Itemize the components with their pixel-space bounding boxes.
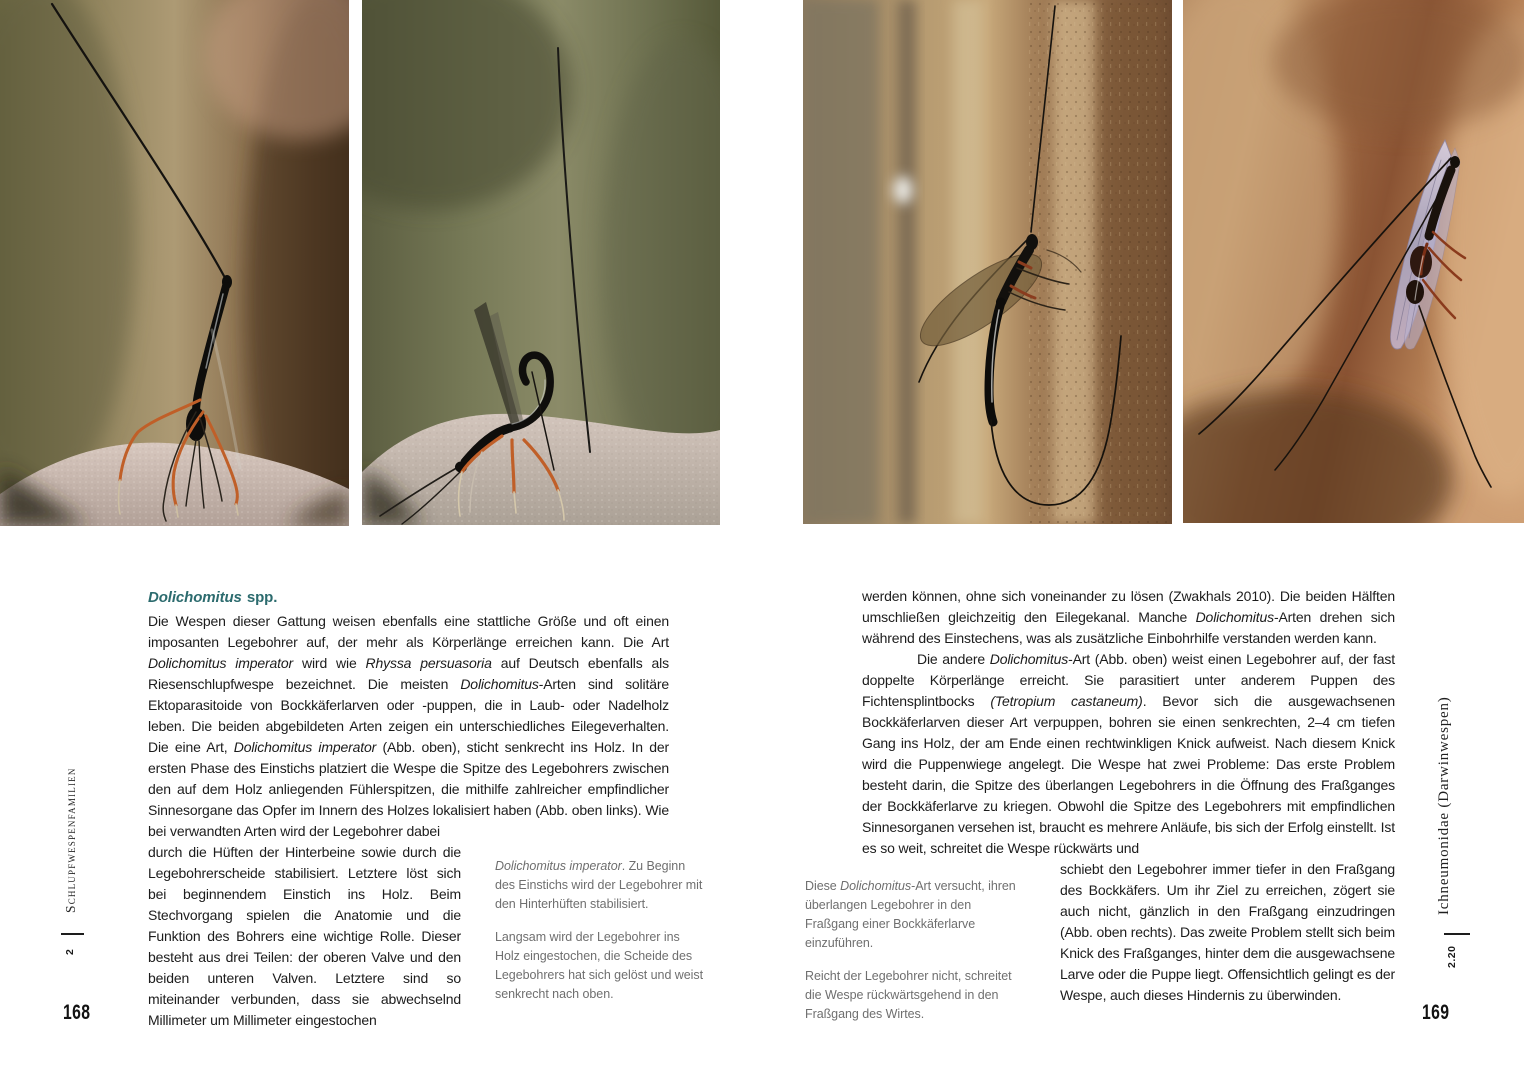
right-chapter-marker-rule [1444, 933, 1470, 935]
section-heading-dolichomitus: Dolichomitus spp. [148, 589, 278, 606]
wasp-photo-2-illustration [362, 0, 720, 525]
wasp-photo-4-illustration [1183, 0, 1524, 523]
left-body-main-text: Die Wespen dieser Gattung weisen ebenfalls eine stattliche Größe und oft einen imposanten Legebohrer auf, der mehr als Körperlänge erreichen kann. Die Art Dolichomitus imperator wird wie Rhyssa persuasoria auf Deutsch ebenfalls als Riesenschlupfwespe bezeichnet. Die meisten Dolichomitus-Arten sind solitäre Ektoparasitoide von Bockkäferlarven oder -puppen, die in Laub- oder Nadelholz leben. Die beiden abgebildeten Arten zeigen ein unterschiedliches Eilegeverhalten. Die eine Art, Dolichomitus imperator (Abb. oben), sticht senkrecht ins Holz. In der ersten Phase des Einstichs platziert die Wespe die Spitze des Legebohrers zwischen den auf dem Holz anliegenden Fühlerspitzen, die mithilfe zahlreicher empfindlicher Sinnesorgane das Opfer im Innern des Holzes lokalisiert haben (Abb. oben links). Wie bei verwandten Arten wird der Legebohrer dabei [148, 613, 669, 839]
wasp-photo-1-illustration [0, 0, 349, 526]
right-body-paragraph-2: Die andere Dolichomitus-Art (Abb. oben) weist einen Legebohrer auf, der fast doppelte Körperlänge erreicht. Sie parasitiert unter anderem Puppen des Fichtensplintbocks (Tetropium castaneum). Bevor sich die ausgewachsenen Bockkäferlarven dieser Art verpuppen, bohren sie einen senkrechten, 2–4 cm tiefen Gang ins Holz, der am Ende einen rechtwinkligen Knick aufweist. Nach diesem Knick wird die Puppenwiege angelegt. Die Wespe hat zwei Probleme: Das erste Problem besteht darin, die Spitze des überlangen Legebohrers in die Öffnung des Fraßganges der Bockkäferlarve zu kriegen. Obwohl die Spitze des Legebohrers mit empfindlichen Sinnesorganen versehen ist, braucht es mehrere Anläufe, bis sich der Erfolg einstellt. Ist es so weit, schreitet die Wespe rückwärts und [862, 651, 1395, 856]
right-sidebar-chapter-label: Ichneumonidae (Darwinwespen) [1436, 696, 1452, 915]
caption-imperator-sheath: Langsam wird der Legebohrer ins Holz eingestochen, die Scheide des Legebohrers hat sich gelöst und weist senkrecht nach oben. [495, 930, 704, 1001]
left-chapter-marker-rule [61, 933, 84, 935]
photo-dolichomitus-entering-gallery [1183, 0, 1524, 523]
right-body-paragraph-1: werden können, ohne sich voneinander zu lösen (Zwakhals 2010). Die beiden Hälften umschließen gleichzeitig den Eilegekanal. Manche Dolichomitus-Arten drehen sich während des Einstechens, was als zusätzliche Einbohrhilfe verstanden werden kann. [862, 588, 1395, 646]
wasp-photo-3-illustration [803, 0, 1172, 524]
left-sidebar-chapter-label: Schlupfwespenfamilien [63, 767, 78, 913]
left-body-narrow-text: durch die Hüften der Hinterbeine sowie durch die Legebohrerscheide stabilisiert. Letztere löst sich bei beginnendem Einstich ins Holz. Beim Stechvorgang spielen die Anatomie und die Funktion des Bohrers eine wichtige Rolle. Dieser besteht aus drei Teilen: der oberen Valve und den beiden unteren Valven. Letztere sind so miteinander verbunden, dass sie abwechselnd Millimeter um Millimeter eingestochen [148, 844, 461, 1028]
left-chapter-marker-number: 2 [64, 948, 76, 955]
left-page-captions [495, 857, 705, 1018]
photo-dolichomitus-on-bark-probing [803, 0, 1172, 524]
right-body-narrow-text: schiebt den Legebohrer immer tiefer in den Fraßgang des Bockkäfers. Um ihr Ziel zu erreichen, zögert sie auch nicht, gänzlich in den Fraßgang einzudringen (Abb. oben rechts). Das zweite Problem stellt sich beim Knick des Fraßganges, hinter dem die ausgewachsene Larve oder die Puppe liegt. Offensichtlich gelingt es der Wespe, auch dieses Hindernis zu überwinden. [1060, 861, 1395, 1003]
right-page-number: 169 [1422, 1001, 1450, 1024]
caption-imperator-start: Dolichomitus imperator. Zu Beginn des Einstichs wird der Legebohrer mit den Hinterhüften stabilisiert. [495, 859, 703, 911]
photo-dolichomitus-imperator-sheath-raised [362, 0, 720, 525]
right-chapter-marker-number: 2.20 [1446, 945, 1458, 968]
right-page-captions [805, 877, 1020, 1038]
photo-dolichomitus-imperator-ovipositor-start [0, 0, 349, 526]
left-page-number: 168 [63, 1001, 91, 1024]
caption-frassgang-enter: Reicht der Legebohrer nicht, schreitet die Wespe rückwärtsgehend in den Fraßgang des Wirtes. [805, 969, 1012, 1021]
caption-frassgang-attempt: Diese Dolichomitus-Art versucht, ihren überlangen Legebohrer in den Fraßgang einer Bockkäferlarve einzuführen. [805, 879, 1016, 950]
